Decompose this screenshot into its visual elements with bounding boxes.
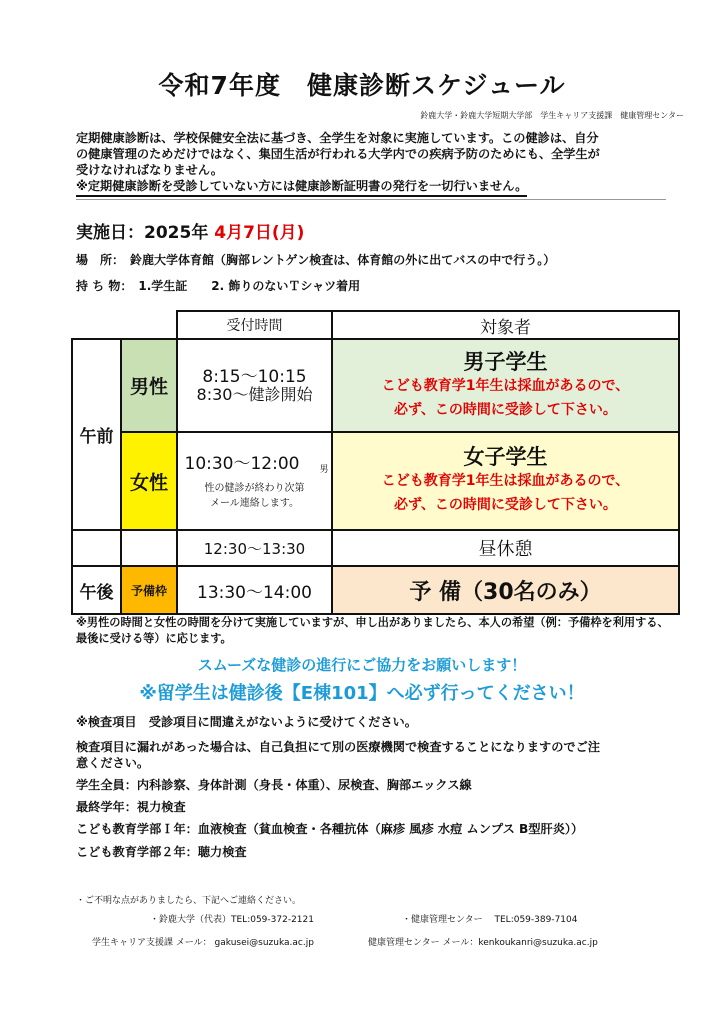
female-time	[176, 431, 333, 531]
male-blood-note: 必ず、この時間に受診して下さい。	[394, 401, 617, 418]
items-to-bring: 持 ち 物： 1.学生証 2. 飾りのないＴシャツ着用	[76, 279, 361, 293]
female-target	[331, 431, 680, 531]
reserve-label: 予備枠	[120, 565, 178, 615]
exam-items-missing-note: 意ください。	[76, 756, 150, 770]
female-time-reception: 10:30～12:00	[184, 453, 300, 474]
exam-items-kodomo-year1: こども教育学部Ｉ年：血液検査（貧血検査・各種抗体（麻疹 風疹 水痘 ムンプス B型肝炎））	[76, 822, 584, 836]
pm-target: 予 備（30名のみ）	[331, 565, 680, 615]
female-label: 女性	[120, 431, 178, 531]
exam-items-kodomo-year2: こども教育学部２年：聴力検査	[76, 845, 247, 859]
schedule-note: ※男性の時間と女性の時間を分けて実施していますが、申し出がありましたら、本人の希望（例：予備枠を利用する、最後に受ける等）に応じます。	[76, 616, 669, 645]
lunch-time: 12:30～13:30	[176, 529, 333, 567]
contact-univ-phone: ・鈴鹿大学（代表）TEL:059-372-2121	[150, 915, 314, 925]
female-time-wrap	[184, 453, 329, 475]
exam-date-value: 4月7日(月)	[214, 223, 305, 243]
male-time	[176, 338, 333, 433]
contact-note: ・ご不明な点がありましたら、下記へご連絡ください。	[76, 896, 302, 906]
female-target-title: 女子学生	[463, 445, 548, 469]
international-student-notice: ※留学生は健診後【E棟101】へ必ず行ってください！	[139, 683, 585, 704]
lunch-label: 昼休憩	[331, 529, 680, 567]
contact-health-phone: ・健康管理センター TEL:059-389-7104	[402, 915, 578, 925]
header-reception-time: 受付時間	[176, 310, 333, 340]
exam-items-heading: ※検査項目 受診項目に間違えがないように受けてください。	[76, 715, 417, 729]
intro-paragraph	[76, 130, 686, 200]
intro-line: の健康管理のためだけではなく、集団生活が行われる大学内での疾病予防のためにも、全学生が	[76, 147, 600, 161]
lunch-blank	[120, 529, 178, 567]
exam-date-label: 実施日：2025年	[76, 223, 215, 243]
exam-date	[76, 218, 304, 243]
female-blood-note: 必ず、この時間に受診して下さい。	[394, 497, 617, 513]
page-title: 令和7年度 健康診断スケジュール	[158, 71, 566, 100]
pm-label: 午後	[71, 565, 122, 615]
exam-items-missing-note: 検査項目に漏れがあった場合は、自己負担にて別の医療機関で検査することになりますのでご注	[76, 740, 600, 754]
contact-career-email[interactable]: 学生キャリア支援課 メール： gakusei@suzuka.ac.jp	[92, 938, 314, 948]
male-time-reception: 8:15～10:15	[202, 366, 307, 387]
female-note-sup: 男	[319, 464, 329, 475]
cooperation-message: スムーズな健診の進行にご協力をお願いします！	[197, 656, 527, 674]
header-target: 対象者	[331, 310, 680, 340]
exam-place: 場 所： 鈴鹿大学体育館（胸部レントゲン検査は、体育館の外に出てバスの中で行う。）	[76, 253, 556, 267]
male-label: 男性	[120, 338, 178, 433]
am-label: 午前	[71, 338, 122, 531]
divider	[76, 199, 666, 200]
intro-line: 受けなければなりません。	[76, 163, 223, 177]
certificate-warning: ※定期健康診断を受診していない方には健康診断証明書の発行を一切行いません。	[76, 178, 527, 197]
male-target-title: 男子学生	[463, 349, 548, 374]
female-note: メール連絡します。	[210, 497, 299, 509]
lunch-blank	[71, 529, 122, 567]
exam-items-final-year: 最終学年：視力検査	[76, 800, 186, 814]
organization-line: 鈴鹿大学・鈴鹿大学短期大学部 学生キャリア支援課 健康管理センター	[420, 111, 684, 120]
female-blood-note: こども教育学1年生は採血があるので、	[381, 473, 630, 489]
contact-health-email[interactable]: 健康管理センター メール：kenkoukanri@suzuka.ac.jp	[368, 938, 598, 948]
exam-items-all-students: 学生全員：内科診察、身体計測（身長・体重）、尿検査、胸部エックス線	[76, 778, 472, 792]
male-target	[331, 338, 680, 433]
male-blood-note: こども教育学1年生は採血があるので、	[381, 377, 630, 394]
intro-line: 定期健康診断は、学校保健安全法に基づき、全学生を対象に実施しています。この健診は、自分	[76, 131, 599, 145]
female-note: 性の健診が終わり次第	[204, 482, 305, 494]
male-time-start: 8:30～健診開始	[196, 384, 313, 404]
pm-time: 13:30～14:00	[176, 565, 333, 615]
